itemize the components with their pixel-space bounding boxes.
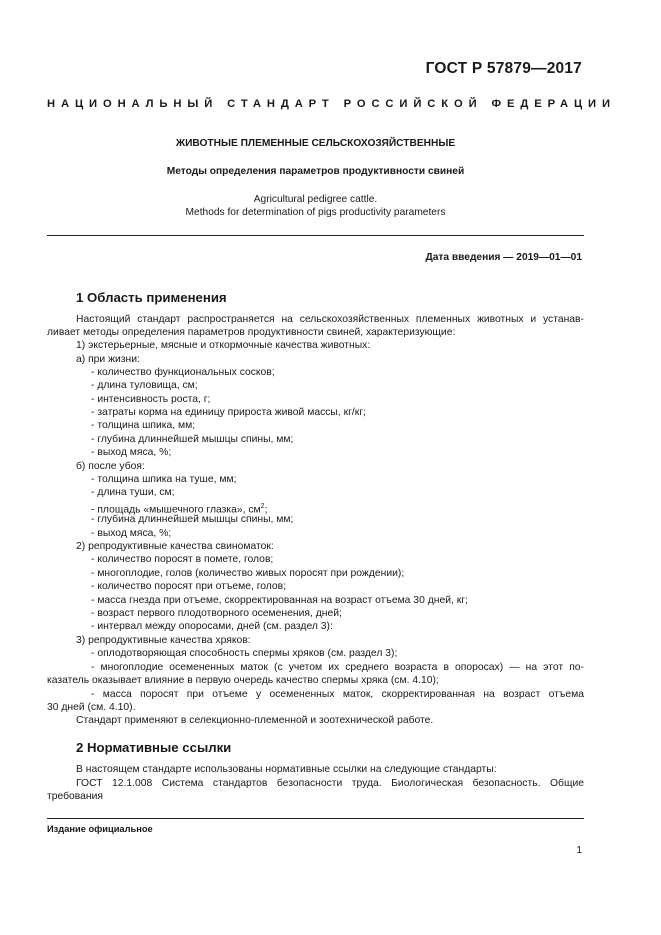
list-item: - интервал между опоросами, дней (см. раздел 3): (91, 621, 333, 632)
list-item: - количество поросят в помете, голов; (91, 554, 274, 565)
list-item: - длина туловища, см; (91, 380, 198, 391)
list-item: казатель оказывает влияние в первую очередь качество спермы хряка (см. 4.10); (47, 675, 439, 686)
list-item: - многоплодие, голов (количество живых поросят при рождении); (91, 568, 405, 579)
title-sub: Методы определения параметров продуктивности свиней (166, 166, 465, 177)
list-item: - длина туши, см; (91, 487, 175, 498)
list-item: - возраст первого плодотворного осеменения, дней; (91, 608, 342, 619)
list-item: 2) репродуктивные качества свиноматок: (76, 541, 274, 552)
list-item: - затраты корма на единицу прироста живой массы, кг/кг; (91, 407, 366, 418)
footer-divider (47, 818, 584, 819)
national-standard-banner: НАЦИОНАЛЬНЫЙ СТАНДАРТ РОССИЙСКОЙ ФЕДЕРАЦИИ (47, 98, 616, 110)
paragraph-line: ливает методы определения параметров продуктивности свиней, характеризующие: (47, 327, 456, 338)
list-item: - количество поросят при отъеме, голов; (91, 581, 287, 592)
title-divider (47, 235, 584, 236)
list-item: - многоплодие осемененных маток (с учетом их среднего возраста в опоросах) — на этот по- (91, 662, 584, 673)
list-item-text: - площадь «мышечного глазка», см (91, 504, 261, 516)
paragraph-line: ГОСТ 12.1.008 Система стандартов безопасности труда. Биологическая безопасность. Общие (76, 778, 584, 789)
list-item: - толщина шпика, мм; (91, 420, 196, 431)
paragraph-line: требования (47, 791, 104, 802)
paragraph-line: Настоящий стандарт распространяется на сельскохозяйственных племенных животных и устанав- (76, 314, 584, 325)
title-english-line-1: Agricultural pedigree cattle. (253, 194, 378, 205)
list-item: - толщина шпика на туше, мм; (91, 474, 237, 485)
list-item: - оплодотворяющая способность спермы хряков (см. раздел 3); (91, 648, 398, 659)
list-item: б) после убоя: (76, 461, 145, 472)
list-item: - интенсивность роста, г; (91, 394, 211, 405)
list-item: 1) экстерьерные, мясные и откормочные качества животных: (76, 340, 371, 351)
list-item: - масса гнезда при отъеме, скорректированная на возраст отъема 30 дней, кг; (91, 595, 468, 606)
section-1-heading: 1 Область применения (76, 290, 227, 305)
official-edition-label: Издание официальное (47, 824, 153, 834)
list-item: - глубина длиннейшей мышцы спины, мм; (91, 434, 294, 445)
list-item: - количество функциональных сосков; (91, 367, 275, 378)
list-item: 3) репродуктивные качества хряков: (76, 635, 251, 646)
list-item: - глубина длиннейшей мышцы спины, мм; (91, 514, 294, 525)
paragraph-line: Стандарт применяют в селекционно-племенной и зоотехнической работе. (76, 715, 434, 726)
introduction-date: Дата введения — 2019—01—01 (425, 252, 582, 263)
superscript: 2 (260, 503, 265, 510)
page-number: 1 (576, 845, 582, 856)
paragraph-line: В настоящем стандарте использованы нормативные ссылки на следующие стандарты: (76, 764, 497, 775)
title-english (47, 194, 584, 219)
document-number: ГОСТ Р 57879—2017 (425, 60, 582, 77)
list-item: - выход мяса, %; (91, 447, 172, 458)
list-item: а) при жизни: (76, 354, 140, 365)
title-english-line-2: Methods for determination of pigs productivity parameters (185, 206, 446, 218)
list-item: - масса поросят при отъеме у осемененных маток, скорректированная на возраст отъема (91, 689, 584, 700)
list-item: 30 дней (см. 4.10). (47, 702, 136, 713)
section-2-heading: 2 Нормативные ссылки (76, 740, 232, 755)
list-item: - выход мяса, %; (91, 528, 172, 539)
title-main: ЖИВОТНЫЕ ПЛЕМЕННЫЕ СЕЛЬСКОХОЗЯЙСТВЕННЫЕ (175, 138, 456, 149)
list-item-punct: ; (264, 504, 268, 516)
